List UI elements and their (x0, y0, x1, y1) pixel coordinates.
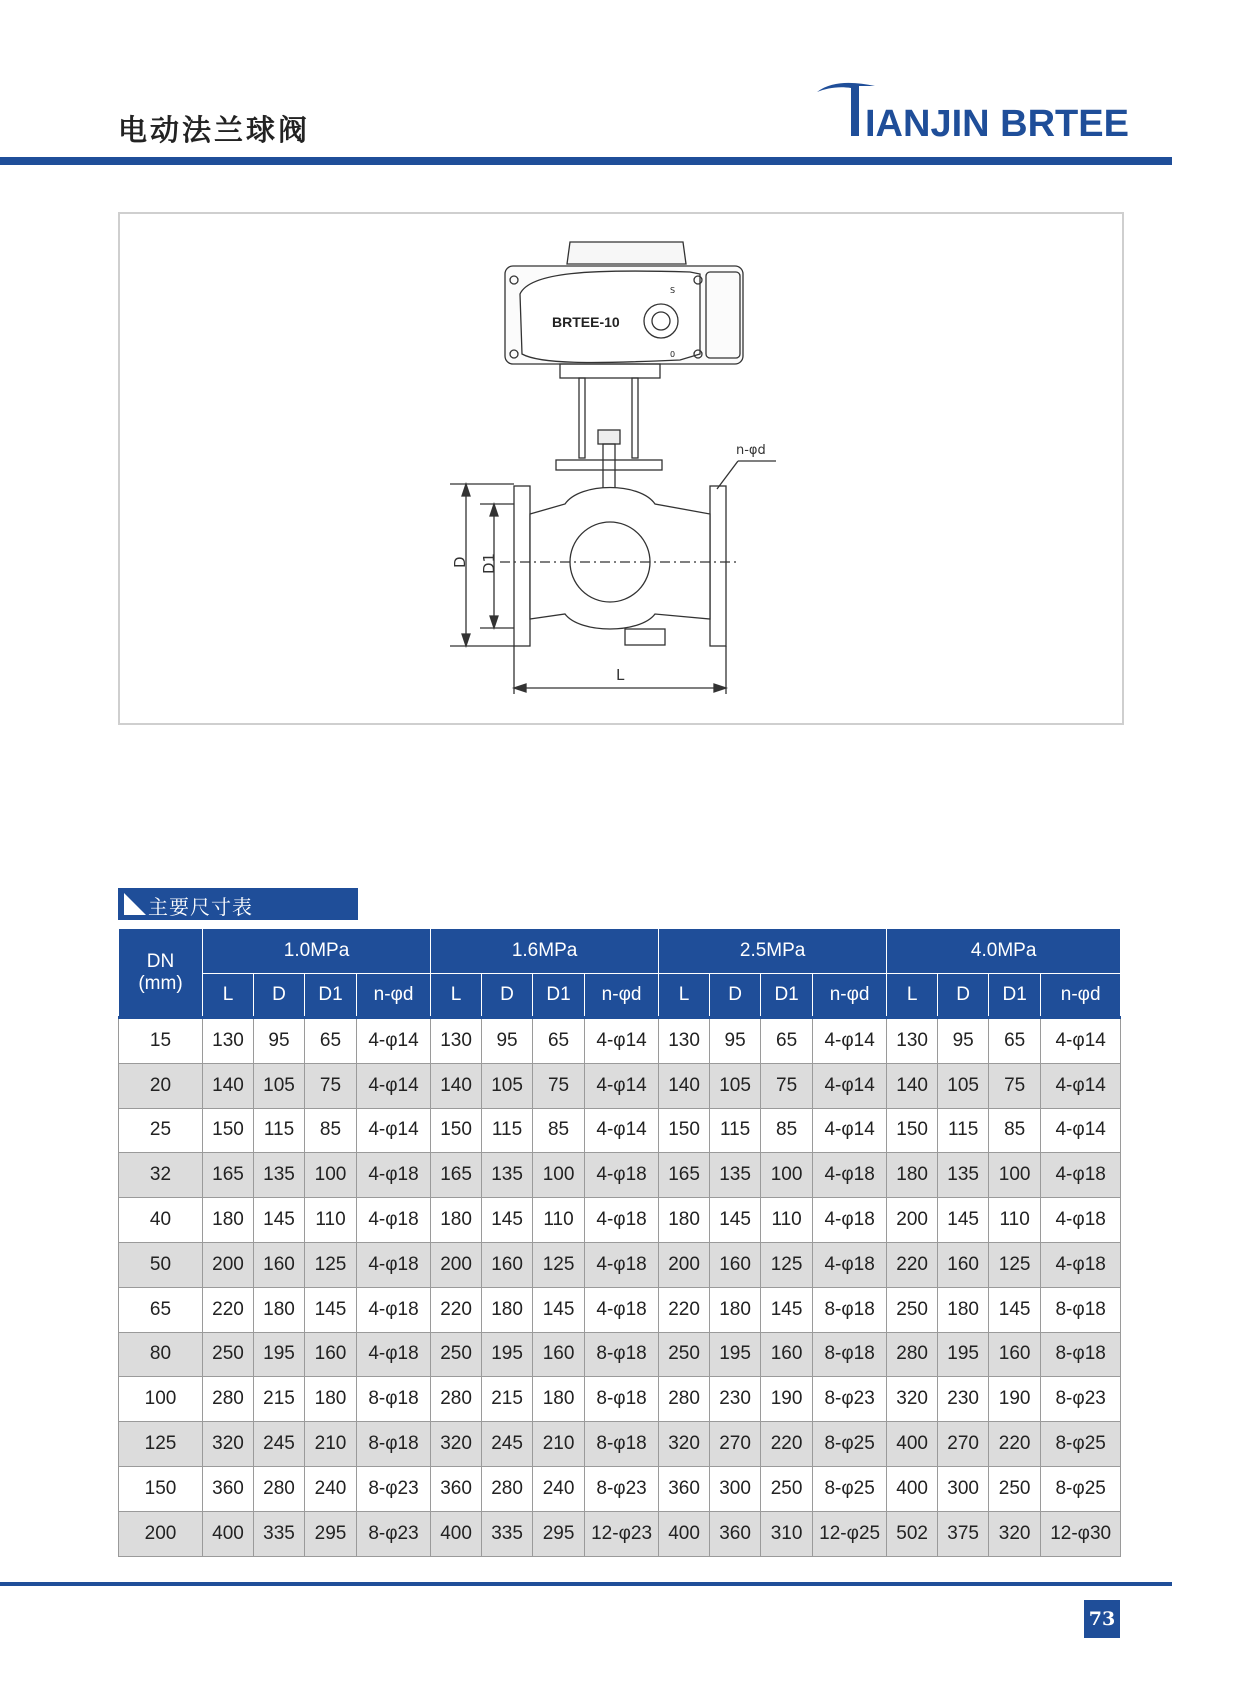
table-cell: 310 (761, 1511, 813, 1556)
dn-cell: 25 (119, 1108, 203, 1153)
bottom-lug (625, 629, 665, 645)
table-cell: 4-φ14 (585, 1063, 659, 1108)
table-cell: 195 (254, 1332, 305, 1377)
table-cell: 245 (482, 1422, 533, 1467)
table-cell: 105 (938, 1063, 989, 1108)
table-cell: 360 (203, 1466, 254, 1511)
table-cell: 4-φ14 (357, 1018, 431, 1064)
table-cell: 150 (659, 1108, 710, 1153)
mounting-plate (560, 364, 660, 378)
table-cell: 180 (710, 1287, 761, 1332)
table-cell: 195 (482, 1332, 533, 1377)
table-cell: 105 (482, 1063, 533, 1108)
table-cell: 4-φ14 (1041, 1108, 1121, 1153)
table-row (119, 1377, 1121, 1422)
table-cell: 125 (989, 1242, 1041, 1287)
table-cell: 8-φ18 (357, 1377, 431, 1422)
bracket-left (579, 378, 585, 458)
dim-L-label: L (616, 666, 625, 684)
table-cell: 65 (305, 1018, 357, 1064)
table-cell: 215 (482, 1377, 533, 1422)
table-cell: 4-φ18 (813, 1242, 887, 1287)
table-cell: 8-φ23 (813, 1377, 887, 1422)
footer-rule (0, 1582, 1172, 1586)
table-cell: 230 (710, 1377, 761, 1422)
table-cell: 8-φ23 (357, 1511, 431, 1556)
table-cell: 4-φ18 (585, 1287, 659, 1332)
table-cell: 220 (989, 1422, 1041, 1467)
dn-cell: 100 (119, 1377, 203, 1422)
table-row (119, 1018, 1121, 1064)
table-cell: 335 (254, 1511, 305, 1556)
table-cell: 280 (431, 1377, 482, 1422)
table-cell: 200 (431, 1242, 482, 1287)
table-cell: 130 (887, 1018, 938, 1064)
subcolumn-header: n-φd (585, 974, 659, 1018)
table-cell: 4-φ18 (585, 1198, 659, 1243)
table-cell: 85 (305, 1108, 357, 1153)
page-title: 电动法兰球阀 (118, 113, 311, 147)
bracket-base (556, 460, 662, 470)
table-cell: 95 (938, 1018, 989, 1064)
table-cell: 400 (431, 1511, 482, 1556)
table-cell: 250 (989, 1466, 1041, 1511)
table-row (119, 1422, 1121, 1467)
table-cell: 180 (482, 1287, 533, 1332)
table-cell: 75 (305, 1063, 357, 1108)
dn-cell: 20 (119, 1063, 203, 1108)
table-cell: 125 (533, 1242, 585, 1287)
table-cell: 4-φ18 (813, 1153, 887, 1198)
dn-cell: 65 (119, 1287, 203, 1332)
table-cell: 8-φ18 (1041, 1332, 1121, 1377)
table-cell: 140 (659, 1063, 710, 1108)
table-cell: 200 (887, 1198, 938, 1243)
table-cell: 210 (533, 1422, 585, 1467)
table-cell: 320 (989, 1511, 1041, 1556)
dn-cell: 150 (119, 1466, 203, 1511)
table-cell: 4-φ14 (585, 1018, 659, 1064)
bracket-right (632, 378, 638, 458)
table-cell: 12-φ25 (813, 1511, 887, 1556)
table-cell: 4-φ14 (357, 1108, 431, 1153)
indicator-closed-label: 0 (670, 350, 676, 359)
table-cell: 12-φ30 (1041, 1511, 1121, 1556)
table-cell: 115 (710, 1108, 761, 1153)
table-cell: 135 (482, 1153, 533, 1198)
table-cell: 125 (305, 1242, 357, 1287)
n-phi-d-leader (717, 461, 738, 489)
page-number: 73 (1084, 1600, 1120, 1638)
table-cell: 4-φ18 (1041, 1198, 1121, 1243)
dn-cell: 15 (119, 1018, 203, 1064)
table-cell: 220 (659, 1287, 710, 1332)
table-cell: 4-φ18 (357, 1332, 431, 1377)
dn-cell: 80 (119, 1332, 203, 1377)
table-cell: 4-φ18 (357, 1242, 431, 1287)
table-cell: 160 (761, 1332, 813, 1377)
table-cell: 195 (938, 1332, 989, 1377)
table-cell: 320 (887, 1377, 938, 1422)
table-cell: 180 (938, 1287, 989, 1332)
table-cell: 8-φ25 (1041, 1422, 1121, 1467)
table-cell: 75 (761, 1063, 813, 1108)
subcolumn-header: D (482, 974, 533, 1018)
table-cell: 145 (761, 1287, 813, 1332)
subcolumn-header: L (203, 974, 254, 1018)
table-cell: 250 (761, 1466, 813, 1511)
valve-drawing-frame (118, 212, 1124, 725)
table-row (119, 1466, 1121, 1511)
table-cell: 145 (254, 1198, 305, 1243)
table-cell: 220 (431, 1287, 482, 1332)
table-row (119, 1198, 1121, 1243)
table-cell: 8-φ18 (585, 1422, 659, 1467)
table-cell: 100 (533, 1153, 585, 1198)
table-cell: 8-φ18 (1041, 1287, 1121, 1332)
table-cell: 215 (254, 1377, 305, 1422)
table-cell: 110 (533, 1198, 585, 1243)
table-cell: 165 (203, 1153, 254, 1198)
table-cell: 360 (710, 1511, 761, 1556)
subcolumn-header: L (659, 974, 710, 1018)
table-row (119, 1063, 1121, 1108)
indicator-open-label: S (670, 286, 676, 295)
table-cell: 115 (482, 1108, 533, 1153)
table-cell: 280 (482, 1466, 533, 1511)
table-cell: 190 (761, 1377, 813, 1422)
table-cell: 12-φ23 (585, 1511, 659, 1556)
table-cell: 270 (938, 1422, 989, 1467)
table-cell: 270 (710, 1422, 761, 1467)
table-cell: 75 (533, 1063, 585, 1108)
table-cell: 8-φ18 (585, 1332, 659, 1377)
table-cell: 400 (887, 1466, 938, 1511)
table-cell: 100 (761, 1153, 813, 1198)
table-cell: 145 (938, 1198, 989, 1243)
table-row (119, 1287, 1121, 1332)
table-cell: 4-φ18 (813, 1198, 887, 1243)
table-cell: 125 (761, 1242, 813, 1287)
table-cell: 165 (431, 1153, 482, 1198)
table-cell: 145 (989, 1287, 1041, 1332)
table-cell: 65 (533, 1018, 585, 1064)
left-flange (514, 486, 530, 646)
table-cell: 180 (431, 1198, 482, 1243)
table-row (119, 1511, 1121, 1556)
table-cell: 140 (887, 1063, 938, 1108)
table-cell: 200 (659, 1242, 710, 1287)
dim-D1-arrow-bottom (490, 616, 498, 628)
section-title: 主要尺寸表 (148, 895, 253, 919)
table-cell: 145 (482, 1198, 533, 1243)
table-cell: 85 (989, 1108, 1041, 1153)
table-cell: 220 (761, 1422, 813, 1467)
table-cell: 145 (305, 1287, 357, 1332)
table-cell: 85 (533, 1108, 585, 1153)
table-cell: 4-φ18 (585, 1153, 659, 1198)
table-cell: 160 (254, 1242, 305, 1287)
table-cell: 220 (887, 1242, 938, 1287)
table-cell: 8-φ18 (357, 1422, 431, 1467)
dn-cell: 125 (119, 1422, 203, 1467)
dn-cell: 50 (119, 1242, 203, 1287)
table-cell: 4-φ18 (357, 1198, 431, 1243)
dim-D-label: D (451, 556, 469, 568)
table-cell: 320 (659, 1422, 710, 1467)
pressure-header: 1.0MPa (203, 929, 431, 974)
table-cell: 240 (305, 1466, 357, 1511)
valve-drawing (120, 214, 1122, 723)
table-cell: 180 (254, 1287, 305, 1332)
table-cell: 295 (305, 1511, 357, 1556)
table-cell: 110 (989, 1198, 1041, 1243)
table-cell: 320 (203, 1422, 254, 1467)
table-cell: 4-φ14 (813, 1108, 887, 1153)
table-cell: 150 (887, 1108, 938, 1153)
table-cell: 280 (254, 1466, 305, 1511)
subcolumn-header: n-φd (1041, 974, 1121, 1018)
table-cell: 140 (431, 1063, 482, 1108)
table-cell: 4-φ14 (1041, 1063, 1121, 1108)
dn-cell: 200 (119, 1511, 203, 1556)
dn-header-unit: (mm) (138, 972, 183, 994)
table-cell: 8-φ25 (813, 1466, 887, 1511)
table-cell: 150 (203, 1108, 254, 1153)
table-row (119, 1242, 1121, 1287)
table-cell: 230 (938, 1377, 989, 1422)
table-cell: 180 (305, 1377, 357, 1422)
table-cell: 4-φ14 (357, 1063, 431, 1108)
subcolumn-header: L (887, 974, 938, 1018)
table-cell: 400 (887, 1422, 938, 1467)
table-cell: 75 (989, 1063, 1041, 1108)
table-cell: 115 (938, 1108, 989, 1153)
section-title-bar (118, 888, 358, 920)
table-cell: 4-φ18 (357, 1287, 431, 1332)
subcolumn-header: n-φd (813, 974, 887, 1018)
table-cell: 105 (254, 1063, 305, 1108)
table-cell: 100 (305, 1153, 357, 1198)
table-cell: 65 (989, 1018, 1041, 1064)
table-cell: 160 (938, 1242, 989, 1287)
table-cell: 280 (203, 1377, 254, 1422)
table-cell: 180 (887, 1153, 938, 1198)
table-row (119, 1153, 1121, 1198)
pressure-header: 4.0MPa (887, 929, 1121, 974)
table-cell: 4-φ14 (1041, 1018, 1121, 1064)
table-cell: 165 (659, 1153, 710, 1198)
table-cell: 160 (989, 1332, 1041, 1377)
table-cell: 95 (710, 1018, 761, 1064)
table-cell: 190 (989, 1377, 1041, 1422)
table-cell: 130 (659, 1018, 710, 1064)
table-cell: 85 (761, 1108, 813, 1153)
subcolumn-header: D (938, 974, 989, 1018)
stem-coupling (598, 430, 620, 444)
table-cell: 180 (203, 1198, 254, 1243)
table-cell: 8-φ25 (813, 1422, 887, 1467)
table-row (119, 1332, 1121, 1377)
table-cell: 300 (710, 1466, 761, 1511)
table-cell: 160 (533, 1332, 585, 1377)
table-cell: 110 (305, 1198, 357, 1243)
table-cell: 160 (482, 1242, 533, 1287)
table-cell: 110 (761, 1198, 813, 1243)
table-cell: 160 (710, 1242, 761, 1287)
dim-D-arrow-bottom (462, 634, 470, 646)
table-cell: 115 (254, 1108, 305, 1153)
subcolumn-header: n-φd (357, 974, 431, 1018)
header-rule (0, 157, 1172, 165)
dim-L-arrow-left (514, 684, 526, 692)
table-cell: 160 (305, 1332, 357, 1377)
table-cell: 8-φ18 (585, 1377, 659, 1422)
table-cell: 360 (659, 1466, 710, 1511)
table-cell: 180 (659, 1198, 710, 1243)
table-cell: 250 (659, 1332, 710, 1377)
table-cell: 105 (710, 1063, 761, 1108)
table-cell: 240 (533, 1466, 585, 1511)
dn-header-label: DN (146, 950, 175, 972)
table-cell: 360 (431, 1466, 482, 1511)
subcolumn-header: D1 (305, 974, 357, 1018)
table-cell: 250 (887, 1287, 938, 1332)
table-cell: 100 (989, 1153, 1041, 1198)
dn-header (119, 929, 203, 1018)
table-cell: 280 (887, 1332, 938, 1377)
actuator-label: BRTEE-10 (552, 314, 620, 330)
table-cell: 502 (887, 1511, 938, 1556)
table-cell: 4-φ18 (1041, 1242, 1121, 1287)
table-cell: 210 (305, 1422, 357, 1467)
subcolumn-header: D1 (533, 974, 585, 1018)
table-cell: 195 (710, 1332, 761, 1377)
table-cell: 400 (203, 1511, 254, 1556)
table-cell: 145 (710, 1198, 761, 1243)
table-cell: 375 (938, 1511, 989, 1556)
table-cell: 4-φ18 (1041, 1153, 1121, 1198)
table-cell: 130 (431, 1018, 482, 1064)
table-cell: 95 (482, 1018, 533, 1064)
subcolumn-header: L (431, 974, 482, 1018)
table-cell: 135 (254, 1153, 305, 1198)
table-cell: 335 (482, 1511, 533, 1556)
table-cell: 400 (659, 1511, 710, 1556)
section-marker-icon (124, 893, 146, 915)
pressure-header: 1.6MPa (431, 929, 659, 974)
table-cell: 4-φ18 (585, 1242, 659, 1287)
actuator-cap (567, 242, 686, 264)
subcolumn-header: D1 (989, 974, 1041, 1018)
table-cell: 145 (533, 1287, 585, 1332)
table-cell: 220 (203, 1287, 254, 1332)
subcolumn-header: D1 (761, 974, 813, 1018)
brand-logo (815, 78, 1175, 148)
table-cell: 180 (533, 1377, 585, 1422)
table-row (119, 1108, 1121, 1153)
table-body (119, 1018, 1121, 1557)
table-cell: 8-φ18 (813, 1287, 887, 1332)
subcolumn-header: D (710, 974, 761, 1018)
valve-body-outline (530, 488, 710, 630)
table-cell: 4-φ14 (585, 1108, 659, 1153)
table-cell: 135 (938, 1153, 989, 1198)
dim-D1-label: D1 (480, 552, 498, 574)
dn-cell: 40 (119, 1198, 203, 1243)
table-cell: 295 (533, 1511, 585, 1556)
table-cell: 4-φ18 (357, 1153, 431, 1198)
table-cell: 280 (659, 1377, 710, 1422)
table-cell: 95 (254, 1018, 305, 1064)
table-cell: 250 (431, 1332, 482, 1377)
table-cell: 200 (203, 1242, 254, 1287)
table-cell: 8-φ23 (357, 1466, 431, 1511)
table-cell: 300 (938, 1466, 989, 1511)
table-cell: 8-φ25 (1041, 1466, 1121, 1511)
pressure-header: 2.5MPa (659, 929, 887, 974)
table-cell: 320 (431, 1422, 482, 1467)
table-cell: 135 (710, 1153, 761, 1198)
table-cell: 8-φ18 (813, 1332, 887, 1377)
table-cell: 65 (761, 1018, 813, 1064)
dn-cell: 32 (119, 1153, 203, 1198)
dim-D-arrow-top (462, 484, 470, 496)
logo-text: IANJIN BRTEE (865, 103, 1129, 145)
table-cell: 8-φ23 (585, 1466, 659, 1511)
n-phi-d-label: n-φd (736, 443, 766, 458)
table-cell: 140 (203, 1063, 254, 1108)
right-flange (710, 486, 726, 646)
dim-D1-arrow-top (490, 504, 498, 516)
table-cell: 8-φ23 (1041, 1377, 1121, 1422)
table-cell: 150 (431, 1108, 482, 1153)
dim-L-arrow-right (714, 684, 726, 692)
table-cell: 250 (203, 1332, 254, 1377)
table-cell: 245 (254, 1422, 305, 1467)
dimension-table (118, 928, 1121, 1557)
table-cell: 4-φ14 (813, 1063, 887, 1108)
table-cell: 130 (203, 1018, 254, 1064)
table-cell: 4-φ14 (813, 1018, 887, 1064)
subcolumn-header: D (254, 974, 305, 1018)
